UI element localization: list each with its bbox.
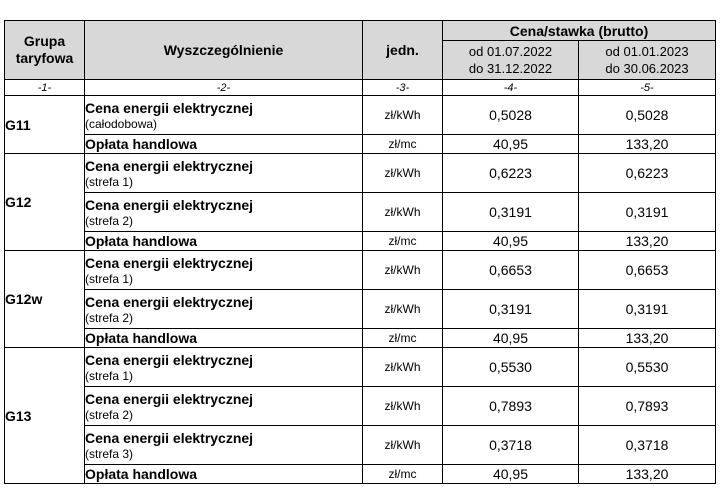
table-row xyxy=(5,96,716,135)
price-period-2: 0,3718 xyxy=(579,426,716,465)
tariff-group-name: G12 xyxy=(5,154,85,251)
tariff-group-name: G12w xyxy=(5,251,85,348)
spec-cell xyxy=(85,154,363,193)
price-period-2: 0,5028 xyxy=(579,96,716,135)
price-period-2: 133,20 xyxy=(579,329,716,348)
price-period-2: 0,6223 xyxy=(579,154,716,193)
period-2-from: od 01.01.2023 xyxy=(605,44,689,59)
spec-name: Cena energii elektrycznej xyxy=(85,157,254,174)
spec-cell xyxy=(85,135,363,154)
spec-cell xyxy=(85,387,363,426)
price-period-1: 40,95 xyxy=(443,135,579,154)
spec-name: Cena energii elektrycznej xyxy=(85,99,254,116)
spec-name: Opłata handlowa xyxy=(85,329,198,346)
price-period-2: 0,7893 xyxy=(579,387,716,426)
spec-subtitle: (strefa 3) xyxy=(85,446,134,461)
spec-subtitle: (strefa 2) xyxy=(85,310,134,325)
header-unit: jedn. xyxy=(363,21,443,80)
spec-cell xyxy=(85,96,363,135)
header-group: Grupa taryfowa xyxy=(5,21,85,80)
spec-cell xyxy=(85,290,363,329)
column-number-row xyxy=(5,80,716,96)
unit-cell: zł/kWh xyxy=(363,251,443,290)
spec-name: Cena energii elektrycznej xyxy=(85,254,254,271)
unit-cell: zł/mc xyxy=(363,232,443,251)
unit-cell: zł/kWh xyxy=(363,96,443,135)
spec-cell xyxy=(85,193,363,232)
price-period-1: 0,3191 xyxy=(443,193,579,232)
price-period-1: 0,6653 xyxy=(443,251,579,290)
spec-subtitle: (strefa 2) xyxy=(85,407,134,422)
spec-name: Cena energii elektrycznej xyxy=(85,196,254,213)
price-period-2: 0,3191 xyxy=(579,193,716,232)
table-row xyxy=(5,426,716,465)
table-row xyxy=(5,348,716,387)
spec-cell xyxy=(85,465,363,484)
tariff-group-name: G13 xyxy=(5,348,85,484)
unit-cell: zł/kWh xyxy=(363,387,443,426)
header-price: Cena/stawka (brutto) xyxy=(443,21,716,41)
price-period-2: 0,5530 xyxy=(579,348,716,387)
price-period-1: 0,7893 xyxy=(443,387,579,426)
price-period-2: 133,20 xyxy=(579,465,716,484)
unit-cell: zł/kWh xyxy=(363,193,443,232)
column-number: -2- xyxy=(85,80,363,96)
header-spec: Wyszczególnienie xyxy=(85,21,363,80)
spec-cell xyxy=(85,348,363,387)
price-period-1: 40,95 xyxy=(443,329,579,348)
price-period-1: 40,95 xyxy=(443,465,579,484)
table-row xyxy=(5,329,716,348)
spec-name: Opłata handlowa xyxy=(85,135,198,152)
period-1-from: od 01.07.2022 xyxy=(468,44,553,59)
column-number: -3- xyxy=(363,80,443,96)
spec-name: Cena energii elektrycznej xyxy=(85,351,254,368)
table-body xyxy=(5,96,716,484)
tariff-group-name: G11 xyxy=(5,96,85,154)
table-row xyxy=(5,251,716,290)
column-number: -5- xyxy=(579,80,716,96)
spec-name: Cena energii elektrycznej xyxy=(85,390,254,407)
spec-cell xyxy=(85,426,363,465)
spec-cell xyxy=(85,251,363,290)
unit-cell: zł/kWh xyxy=(363,290,443,329)
period-2-to: do 30.06.2023 xyxy=(605,61,689,76)
spec-cell xyxy=(85,329,363,348)
price-period-2: 133,20 xyxy=(579,232,716,251)
spec-subtitle: (całodobowa) xyxy=(85,116,158,131)
table-row xyxy=(5,193,716,232)
spec-name: Cena energii elektrycznej xyxy=(85,293,254,310)
spec-name: Cena energii elektrycznej xyxy=(85,429,254,446)
table-row xyxy=(5,290,716,329)
unit-cell: zł/kWh xyxy=(363,348,443,387)
column-number: -4- xyxy=(443,80,579,96)
tariff-table xyxy=(4,20,716,484)
column-number: -1- xyxy=(5,80,85,96)
unit-cell: zł/mc xyxy=(363,329,443,348)
table-row xyxy=(5,387,716,426)
table-row xyxy=(5,465,716,484)
spec-name: Opłata handlowa xyxy=(85,232,198,249)
unit-cell: zł/mc xyxy=(363,465,443,484)
spec-subtitle: (strefa 2) xyxy=(85,213,134,228)
spec-subtitle: (strefa 1) xyxy=(85,271,134,286)
price-period-1: 40,95 xyxy=(443,232,579,251)
spec-subtitle: (strefa 1) xyxy=(85,368,134,383)
header-period-1 xyxy=(443,41,579,80)
unit-cell: zł/mc xyxy=(363,135,443,154)
table-row xyxy=(5,135,716,154)
price-period-2: 0,6653 xyxy=(579,251,716,290)
table-row xyxy=(5,232,716,251)
price-period-1: 0,5028 xyxy=(443,96,579,135)
price-period-1: 0,3718 xyxy=(443,426,579,465)
period-1-to: do 31.12.2022 xyxy=(468,61,553,76)
spec-name: Opłata handlowa xyxy=(85,465,198,482)
header-period-2 xyxy=(579,41,716,80)
table-row xyxy=(5,154,716,193)
spec-subtitle: (strefa 1) xyxy=(85,174,134,189)
unit-cell: zł/kWh xyxy=(363,154,443,193)
price-period-2: 133,20 xyxy=(579,135,716,154)
price-period-1: 0,6223 xyxy=(443,154,579,193)
price-period-2: 0,3191 xyxy=(579,290,716,329)
spec-cell xyxy=(85,232,363,251)
price-period-1: 0,3191 xyxy=(443,290,579,329)
price-period-1: 0,5530 xyxy=(443,348,579,387)
unit-cell: zł/kWh xyxy=(363,426,443,465)
